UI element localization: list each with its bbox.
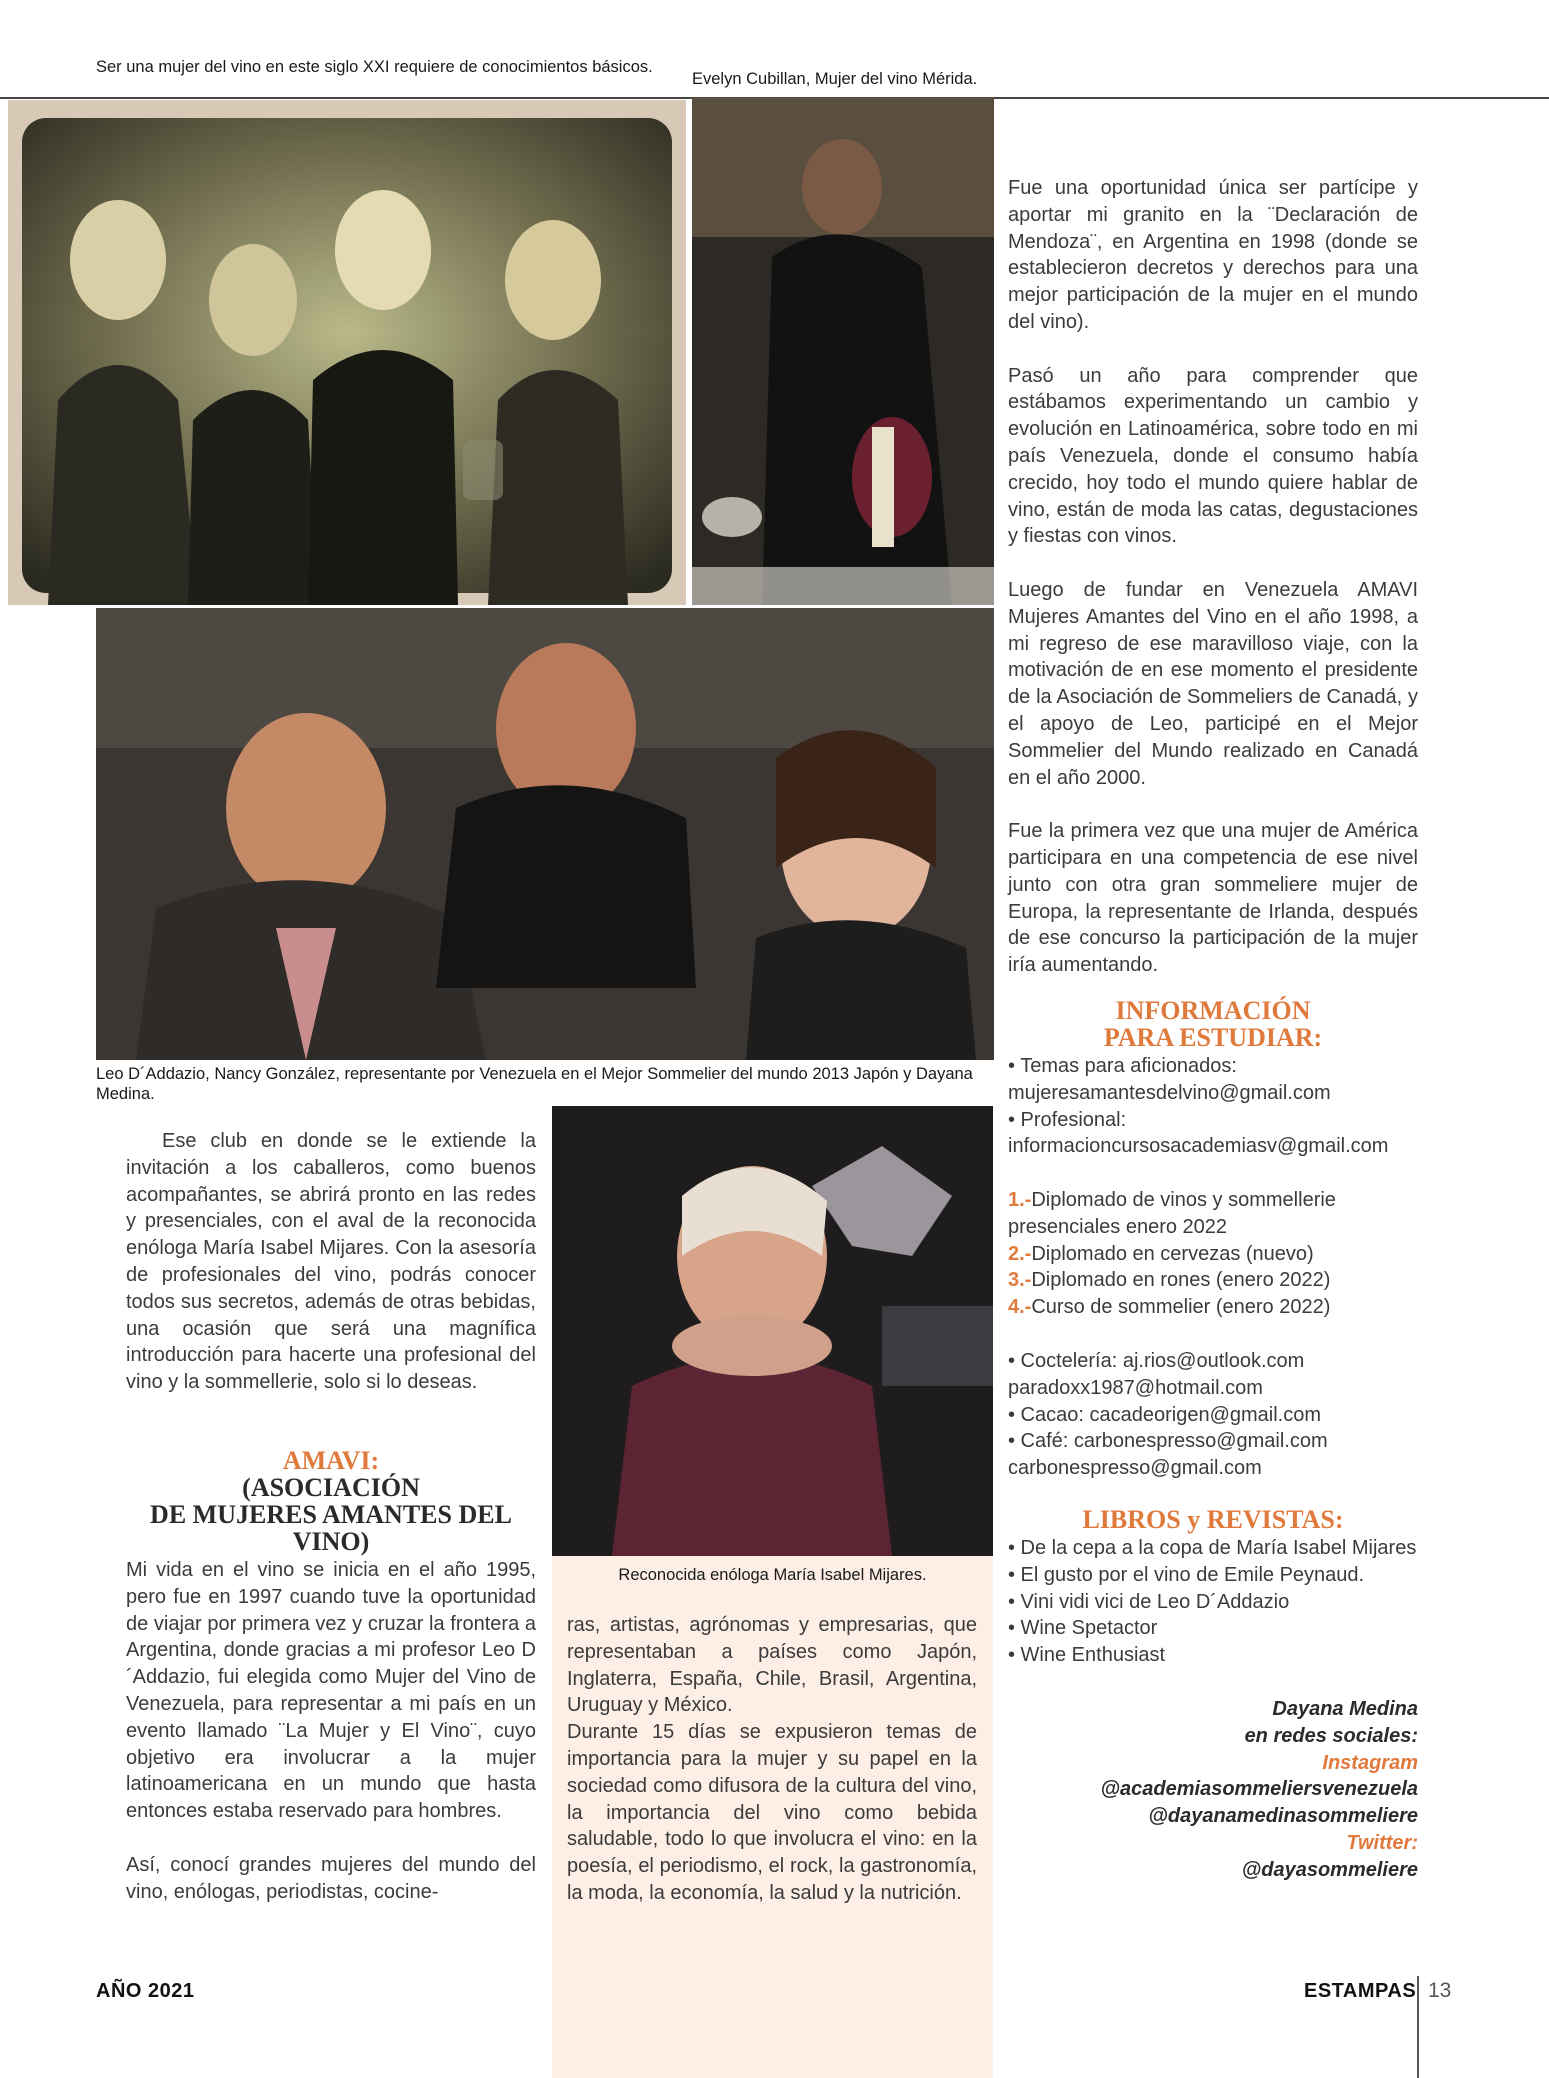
page-number: 13 [1428, 1979, 1452, 2002]
social-subtitle: en redes sociales: [1244, 1724, 1418, 1747]
middle-paragraph-1: ras, artistas, agrónomas y empresarias, que representaban a países como Japón, Inglaterra, España, Chile, Brasil, Argentina, Uruguay y México. [567, 1614, 977, 1717]
amavi-heading [126, 1447, 536, 1555]
course-item [1008, 1294, 1418, 1321]
book-item: • De la cepa a la copa de María Isabel Mijares [1008, 1537, 1417, 1559]
book-item: • Wine Spetactor [1008, 1617, 1158, 1640]
course-item [1008, 1187, 1418, 1241]
course-number: 3.- [1008, 1269, 1032, 1292]
footer-divider [1417, 1976, 1419, 2078]
course-text: Curso de sommelier (enero 2022) [1031, 1296, 1331, 1319]
middle-paragraph-2: Durante 15 días se expusieron temas de importancia para la mujer y su papel en la sociedad como difusora de la cultura del vino, la importancia del vino como bebida saludable, todo lo que involucra el vino: en la poesía, el periodismo, el rock, la gastronomía, la moda, la economía, la salud y la nutrición. [567, 1721, 977, 1904]
twitter-handle: @dayasommeliere [1241, 1858, 1418, 1881]
amavi-subtitle-3: VINO) [292, 1527, 370, 1556]
info-heading-line-1: INFORMACIÓN [1115, 996, 1311, 1025]
contact-item: • Café: carbonespresso@gmail.com carbonespresso@gmail.com [1008, 1430, 1328, 1480]
photo-maria-isabel-mijares [552, 1106, 993, 1556]
course-item [1008, 1241, 1418, 1268]
photo-four-women [8, 100, 686, 605]
book-item: • El gusto por el vino de Emile Peynaud. [1008, 1563, 1365, 1586]
books-list [1008, 1535, 1418, 1669]
course-text: Diplomado de vinos y sommellerie presenciales enero 2022 [1008, 1189, 1336, 1238]
social-name: Dayana Medina [1272, 1698, 1418, 1720]
photo-three-people [96, 608, 994, 1060]
instagram-handle: @academiasommeliersvenezuela [1100, 1778, 1418, 1801]
book-item: • Wine Enthusiast [1008, 1644, 1166, 1667]
amavi-subtitle-2: DE MUJERES AMANTES DEL [150, 1500, 512, 1529]
course-item [1008, 1267, 1418, 1294]
caption-top-left: Ser una mujer del vino en este siglo XXI requiere de conocimientos básicos. [96, 58, 653, 76]
social-block [1008, 1696, 1418, 1884]
info-heading [1008, 997, 1418, 1051]
middle-body [567, 1612, 977, 1907]
contact-item: • Coctelería: aj.rios@outlook.com paradoxx1987@hotmail.com [1008, 1350, 1305, 1399]
books-heading: LIBROS y REVISTAS: [1082, 1505, 1344, 1534]
right-paragraph-4: Fue la primera vez que una mujer de América participara en una competencia de ese nivel junto con otra gran sommeliere mujer de Europa, la representante de Irlanda, después de ese concurso la participación de la mujer iría aumentando. [1008, 820, 1418, 977]
contact-item: • Cacao: cacadeorigen@gmail.com [1008, 1403, 1322, 1426]
amavi-title: AMAVI: [282, 1446, 380, 1475]
footer-magazine: ESTAMPAS [1304, 1980, 1417, 2002]
course-text: Diplomado en rones (enero 2022) [1031, 1269, 1331, 1292]
right-paragraph-1: Fue una oportunidad única ser partícipe y aportar mi granito en la ¨Declaración de Mendoza¨, en Argentina en 1998 (donde se establecieron decretos y derechos para una mejor participación de la mujer en el mundo del vino). [1008, 177, 1418, 333]
right-paragraph-2: Pasó un año para comprender que estábamos experimentando un cambio y evolución en Latinoamérica, sobre todo en mi país Venezuela, donde el consumo había crecido, hoy todo el mundo quiere hablar de vino, están de moda las catas, degustaciones y fiestas con vinos. [1008, 364, 1418, 548]
instagram-handle: @dayanamedinasommeliere [1148, 1805, 1418, 1828]
course-number: 4.- [1008, 1296, 1032, 1319]
course-number: 2.- [1008, 1242, 1032, 1265]
caption-middle: Leo D´Addazio, Nancy González, representante por Venezuela en el Mejor Sommelier del mundo 2013 Japón y Dayana Medina. [96, 1065, 973, 1103]
course-text: Diplomado en cervezas (nuevo) [1031, 1242, 1314, 1265]
contacts-list [1008, 1348, 1408, 1482]
twitter-label: Twitter: [1346, 1831, 1418, 1854]
right-column-text [1008, 175, 1418, 979]
course-number: 1.- [1008, 1189, 1032, 1211]
right-paragraph-3: Luego de fundar en Venezuela AMAVI Mujeres Amantes del Vino en el año 1998, a mi regreso de ese maravilloso viaje, con la motivación de en ese momento el presidente de la Asociación de Sommeliers de Canadá, y el apoyo de Leo, participé en el Mejor Sommelier del Mundo realizado en Canadá en el año 2000. [1008, 578, 1418, 789]
left-body [126, 1557, 536, 1905]
book-item: • Vini vidi vici de Leo D´Addazio [1008, 1590, 1290, 1613]
caption-top-right: Evelyn Cubillan, Mujer del vino Mérida. [692, 70, 978, 88]
courses-list [1008, 1187, 1418, 1321]
info-item: • Temas para aficionados: mujeresamantesdelvino@gmail.com [1008, 1055, 1331, 1104]
instagram-label: Instagram [1322, 1751, 1418, 1774]
info-heading-line-2: PARA ESTUDIAR: [1103, 1023, 1323, 1052]
left-paragraph-1: Mi vida en el vino se inicia en el año 1995, pero fue en 1997 cuando tuve la oportunidad de viajar por primera vez y cruzar la frontera a Argentina, donde gracias a mi profesor Leo D´Addazio, fui elegida como Mujer del Vino de Venezuela, para representar a mi país en un evento llamado ¨La Mujer y El Vino¨, cuyo objetivo era involucrar a la mujer latinoamericana en un mundo que hasta entonces estaba reservado para hombres. [126, 1559, 536, 1823]
amavi-subtitle-1: (ASOCIACIÓN [242, 1473, 420, 1502]
left-intro: Ese club en donde se le extiende la invitación a los caballeros, como buenos acompañantes, se abrirá pronto en las redes y presenciales, con el aval de la reconocida enóloga María Isabel Mijares. Con la asesoría de profesionales del vino, podrás conocer todos sus secretos, además de otras bebidas, una ocasión que será una magnífica introducción para hacerte una profesional del vino y la sommellerie, solo si lo deseas. [126, 1130, 536, 1394]
footer-year: AÑO 2021 [96, 1980, 195, 2002]
photo-evelyn-cubillan [692, 97, 994, 605]
info-list [1008, 1053, 1418, 1160]
info-item: • Profesional: informacioncursosacademiasv@gmail.com [1008, 1108, 1389, 1158]
left-paragraph-2: Así, conocí grandes mujeres del mundo del vino, enólogas, periodistas, cocine- [126, 1853, 536, 1903]
caption-portrait: Reconocida enóloga María Isabel Mijares. [618, 1566, 927, 1584]
